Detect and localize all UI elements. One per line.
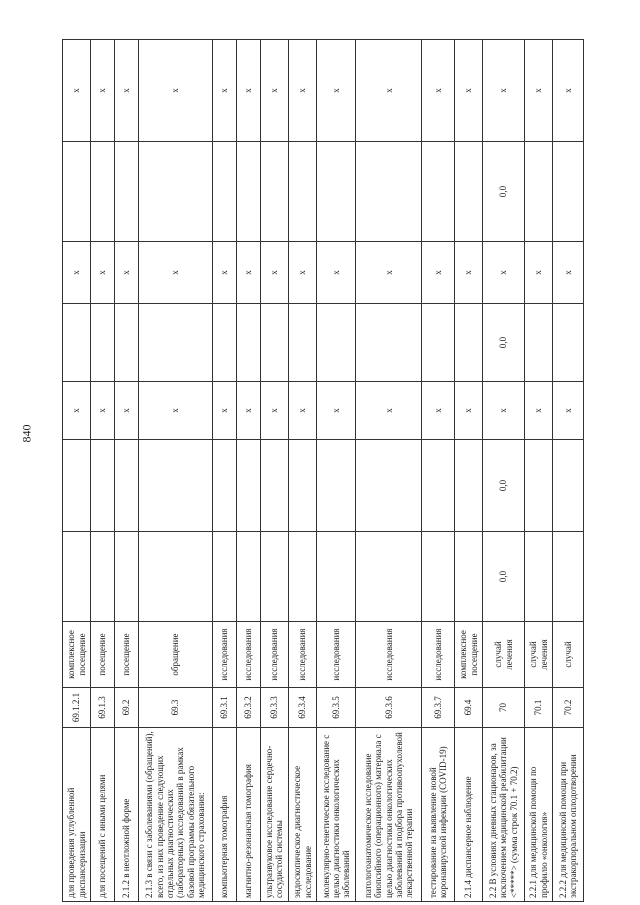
row-value-2 [139,440,212,532]
row-value-4 [139,304,212,382]
row-value-7: х [212,40,236,142]
row-name: ультразвуковое исследование сердечно-сосудистой системы [260,728,288,902]
row-code: 69.3.1 [212,688,236,728]
row-code: 69.3.2 [236,688,260,728]
row-value-6 [356,142,422,242]
row-value-6 [63,142,91,242]
row-value-6 [524,142,552,242]
row-value-7: х [524,40,552,142]
table-row [524,40,552,902]
row-code: 69.4 [454,688,482,728]
row-value-5: х [289,242,317,304]
row-value-4 [236,304,260,382]
row-value-1 [422,532,455,622]
row-unit: комплексное посещение [63,622,91,688]
row-code: 69.1.3 [91,688,115,728]
row-value-6 [422,142,455,242]
row-code: 69.3.6 [356,688,422,728]
row-value-7: х [236,40,260,142]
data-table [62,39,584,902]
row-value-6 [212,142,236,242]
row-unit: исследования [236,622,260,688]
row-value-5: х [524,242,552,304]
row-name: патологоанатомическое исследование биопсийного (операционного) материала с целью диагностики онкологических заболеваний и подбора противоопухолевой лекарственной терапии [356,728,422,902]
row-value-2 [553,440,584,532]
row-value-7: х [553,40,584,142]
row-value-3: х [289,382,317,440]
row-unit: случай лечения [483,622,525,688]
row-code: 69.3 [139,688,212,728]
row-value-3: х [454,382,482,440]
row-name: 2.2.1 для медицинской помощи по профилю «онкология» [524,728,552,902]
row-code: 69.3.7 [422,688,455,728]
row-value-6 [553,142,584,242]
table-row [91,40,115,902]
row-value-3: х [91,382,115,440]
row-value-4 [212,304,236,382]
row-value-5: х [356,242,422,304]
row-value-4 [63,304,91,382]
row-value-6 [454,142,482,242]
row-value-1 [91,532,115,622]
row-value-6: 0,0 [483,142,525,242]
row-code: 69.1.2.1 [63,688,91,728]
row-value-3: х [236,382,260,440]
row-value-5: х [260,242,288,304]
table-row [422,40,455,902]
row-value-1 [524,532,552,622]
row-code: 69.2 [115,688,139,728]
row-value-5: х [236,242,260,304]
row-value-2: 0,0 [483,440,525,532]
row-value-5: х [212,242,236,304]
row-value-1 [289,532,317,622]
row-value-4 [454,304,482,382]
row-value-2 [422,440,455,532]
row-name: 2.1.2 в неотложной форме [115,728,139,902]
row-value-4 [553,304,584,382]
table-row [63,40,91,902]
row-value-5: х [553,242,584,304]
table-row [260,40,288,902]
row-value-5: х [483,242,525,304]
row-value-1 [139,532,212,622]
table-row [236,40,260,902]
row-unit: исследования [356,622,422,688]
table-row [139,40,212,902]
row-value-6 [260,142,288,242]
row-name: 2.2.2 для медицинской помощи при экстракорпоральном оплодотворении [553,728,584,902]
row-value-7: х [289,40,317,142]
row-name: тестирование на выявление новой коронавирусной инфекции (COVID-19) [422,728,455,902]
row-value-1 [236,532,260,622]
row-value-5: х [91,242,115,304]
row-value-7: х [317,40,356,142]
row-value-7: х [115,40,139,142]
row-code: 70 [483,688,525,728]
row-value-5: х [454,242,482,304]
row-name: компьютерная томография [212,728,236,902]
row-value-4 [356,304,422,382]
row-value-5: х [422,242,455,304]
row-value-4: 0,0 [483,304,525,382]
row-value-2 [356,440,422,532]
row-value-6 [115,142,139,242]
row-value-3: х [483,382,525,440]
row-value-2 [212,440,236,532]
row-value-1 [115,532,139,622]
row-value-5: х [115,242,139,304]
row-unit: комплексное посещение [454,622,482,688]
row-value-6 [317,142,356,242]
table-row [289,40,317,902]
row-value-4 [115,304,139,382]
row-value-6 [236,142,260,242]
row-value-2 [115,440,139,532]
row-code: 70.1 [524,688,552,728]
row-unit: исследования [289,622,317,688]
row-unit: исследования [260,622,288,688]
rotated-table-wrapper [62,40,584,902]
row-value-4 [260,304,288,382]
row-value-7: х [91,40,115,142]
table-row [553,40,584,902]
row-value-1 [317,532,356,622]
table-row [454,40,482,902]
row-value-3: х [356,382,422,440]
row-value-3: х [422,382,455,440]
row-value-1 [454,532,482,622]
row-value-4 [317,304,356,382]
row-value-7: х [454,40,482,142]
row-value-3: х [553,382,584,440]
row-value-2 [91,440,115,532]
row-value-1 [260,532,288,622]
row-name: для проведения углубленной диспансеризации [63,728,91,902]
row-value-4 [91,304,115,382]
row-value-1: 0,0 [483,532,525,622]
row-value-2 [289,440,317,532]
table-row [212,40,236,902]
row-name: эндоскопическое диагностическое исследование [289,728,317,902]
row-code: 70.2 [553,688,584,728]
row-unit: исследования [317,622,356,688]
row-value-1 [356,532,422,622]
row-value-3: х [317,382,356,440]
row-value-3: х [63,382,91,440]
row-value-4 [289,304,317,382]
row-value-3: х [260,382,288,440]
row-value-7: х [63,40,91,142]
row-value-7: х [483,40,525,142]
row-name: 2.1.3 в связи с заболеваниями (обращений), всего, из них проведение следующих отдельных диагностических (лабораторных) исследований в рамках базовой программы обязательного медицинского страхования: [139,728,212,902]
row-name: 2.1.4 диспансерное наблюдение [454,728,482,902]
row-value-3: х [524,382,552,440]
row-value-2 [236,440,260,532]
row-value-2 [454,440,482,532]
row-value-2 [63,440,91,532]
row-value-2 [260,440,288,532]
row-value-1 [63,532,91,622]
row-value-5: х [139,242,212,304]
row-value-7: х [356,40,422,142]
row-value-1 [553,532,584,622]
row-value-7: х [422,40,455,142]
row-unit: обращение [139,622,212,688]
row-value-4 [524,304,552,382]
row-code: 69.3.4 [289,688,317,728]
row-unit: посещение [115,622,139,688]
row-name: молекулярно-генетическое исследование с целью диагностики онкологических заболеваний [317,728,356,902]
row-value-2 [317,440,356,532]
row-value-6 [139,142,212,242]
row-value-3: х [139,382,212,440]
row-name: магнитно-резонансная томография [236,728,260,902]
row-code: 69.3.5 [317,688,356,728]
row-value-7: х [139,40,212,142]
row-unit: исследования [422,622,455,688]
row-name: 2.2 В условиях дневных стационаров, за исключением медицинской реабилитации <*****> (сумма строк 70.1 + 70.2) [483,728,525,902]
row-code: 69.3.3 [260,688,288,728]
row-value-3: х [115,382,139,440]
table-row [356,40,422,902]
row-unit: посещение [91,622,115,688]
table-row [317,40,356,902]
row-value-7: х [260,40,288,142]
row-value-5: х [63,242,91,304]
row-value-3: х [212,382,236,440]
page-number: 840 [19,424,34,443]
row-value-6 [91,142,115,242]
row-unit: исследования [212,622,236,688]
table-row [483,40,525,902]
row-unit: случай [553,622,584,688]
table-row [115,40,139,902]
row-value-1 [212,532,236,622]
row-value-4 [422,304,455,382]
row-value-5: х [317,242,356,304]
row-unit: случай лечения [524,622,552,688]
row-value-6 [289,142,317,242]
row-value-2 [524,440,552,532]
row-name: для посещений с иными целями [91,728,115,902]
